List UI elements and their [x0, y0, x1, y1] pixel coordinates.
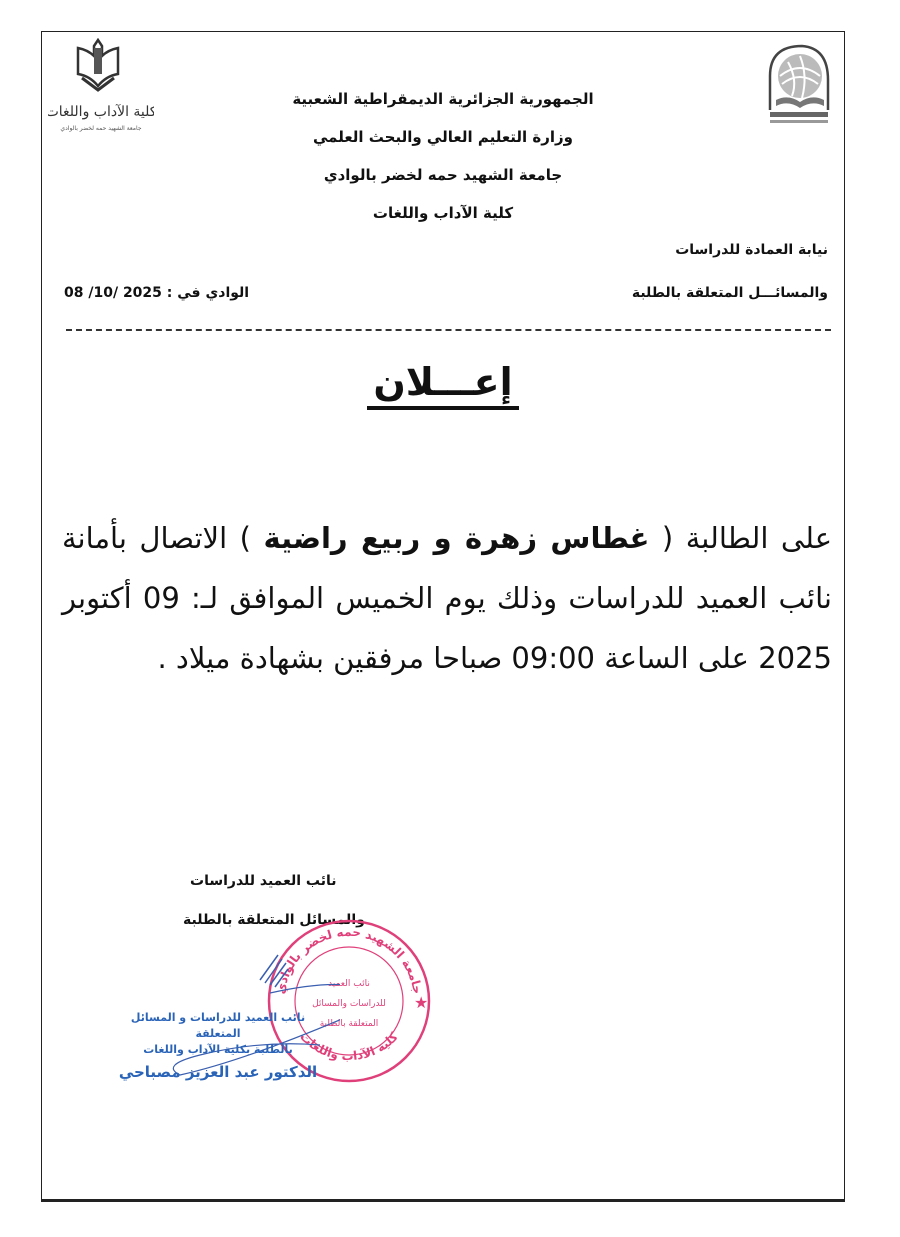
- svg-text:كلية الآداب واللغات: كلية الآداب واللغات: [48, 104, 154, 120]
- stamp-inner-line-2: للدراسات والمسائل: [312, 999, 386, 1009]
- body-part-2: ) الاتصال بأمانة نائب العميد للدراسات وذلك يوم الخميس الموافق لـ: 09 أكتوبر 2025 على الساعة 09:00 صباحا مرفقين بشهادة ميلاد .: [62, 521, 832, 675]
- faculty-logo: [48, 38, 154, 134]
- stamp-inner-line-3: المتعلقة بالطلبة: [319, 1019, 379, 1029]
- header-republic: الجمهورية الجزائرية الديمقراطية الشعبية: [292, 90, 594, 108]
- header-faculty: كلية الآداب واللغات: [372, 204, 514, 222]
- signature-title-2: والمسائل المتعلقة بالطلبة: [183, 912, 365, 928]
- svg-text:جامعة الشهيد حمه لخضر بالوادي: جامعة الشهيد حمه لخضر بالوادي: [60, 125, 142, 132]
- office-line-1: نيابة العمادة للدراسات: [675, 242, 828, 258]
- blue-stamp: [118, 1010, 318, 1080]
- stamp-outer-bottom-text: كلية الآداب واللغات: [297, 1029, 401, 1064]
- date-line: [64, 285, 249, 301]
- signature-title-1: نائب العميد للدراسات: [190, 873, 337, 889]
- stamp-outer-top-text: جامعة الشهيد حمه لخضر بالوادي: [273, 924, 425, 996]
- blue-stamp-line-1: نائب العميد للدراسات و المسائل المتعلقة: [130, 1011, 306, 1040]
- announcement-title: [0, 360, 886, 404]
- university-logo: [762, 40, 834, 132]
- header-university: جامعة الشهيد حمه لخضر بالوادي: [323, 166, 563, 184]
- office-line-2: والمسائـــل المتعلقة بالطلبة: [631, 285, 828, 301]
- body-part-1: على الطالبة (: [649, 521, 833, 555]
- stamp-inner-line-1: نائب العميد: [328, 979, 370, 989]
- faculty-emblem-icon: [48, 38, 154, 134]
- blue-stamp-line-2: بالطلبة بكلية الآداب واللغات: [143, 1043, 293, 1056]
- university-emblem-icon: [762, 40, 834, 132]
- header-ministry: وزارة التعليم العالي والبحث العلمي: [312, 128, 574, 146]
- stamp-star-icon: ★: [414, 993, 429, 1012]
- separator-dashed-line: [66, 329, 831, 331]
- announcement-title-text: إعـــلان: [367, 360, 518, 410]
- date-label: الوادي في :: [166, 285, 250, 301]
- announcement-body: [62, 508, 832, 688]
- date-value: 08 /10/ 2025: [64, 285, 162, 301]
- blue-stamp-name: الدكتور عبد العزيز مصباحي: [118, 1063, 318, 1081]
- student-names: غطاس زهرة و ربيع راضية: [263, 521, 650, 555]
